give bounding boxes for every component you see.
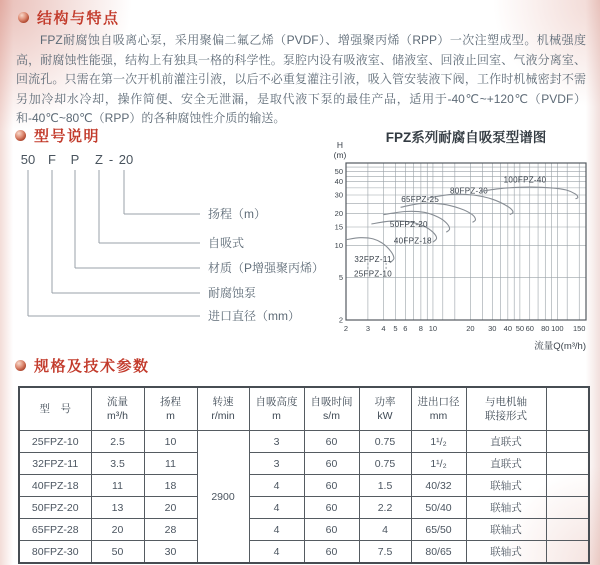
cell-head: 10 (144, 431, 197, 453)
curve-label: 50FPZ-20 (389, 220, 428, 230)
table-row (19, 475, 589, 497)
cell-power: 0.75 (359, 431, 411, 453)
cell-speed-shared: 2900 (197, 431, 249, 564)
model-code-part: F (48, 152, 56, 167)
cell-flow: 50 (91, 541, 144, 564)
x-tick-label: 20 (466, 324, 475, 333)
model-code-part: Z (95, 152, 103, 167)
curve-label: 32FPZ-11 (354, 254, 392, 264)
cell-suction-time: 60 (304, 519, 359, 541)
cell-coupling: 联轴式 (466, 497, 546, 519)
model-code-part: P (70, 152, 80, 167)
y-tick-label: 5 (338, 273, 343, 283)
y-tick-label: 20 (334, 209, 343, 219)
pump-spectrum-chart (326, 128, 598, 356)
cell-empty (546, 541, 589, 564)
model-code-part: - (108, 152, 114, 167)
cell-suction-height: 3 (249, 453, 304, 475)
y-tick-label: 40 (334, 177, 343, 187)
chart-plot-area (335, 163, 586, 333)
model-part-label: 自吸式 (208, 236, 245, 250)
y-tick-label: 2 (338, 315, 343, 325)
cell-coupling: 联轴式 (466, 519, 546, 541)
cell-suction-height: 3 (249, 431, 304, 453)
col-header-ports: 进出口径 mm (411, 387, 466, 431)
chart-ylabel: H (336, 140, 344, 150)
cell-flow: 20 (91, 519, 144, 541)
cell-suction-time: 60 (304, 497, 359, 519)
curve-label: 100FPZ-40 (503, 175, 547, 185)
col-header-flow: 流量 m³/h (91, 387, 144, 431)
model-code-diagram (14, 150, 326, 340)
model-part-label: 耐腐蚀泵 (208, 286, 257, 300)
col-header-empty (546, 387, 589, 431)
x-tick-label: 30 (488, 324, 497, 333)
specs-table-header (19, 387, 589, 431)
cell-power: 0.75 (359, 453, 411, 475)
x-tick-label: 50 (515, 324, 525, 333)
bullet-icon (15, 130, 26, 141)
cell-suction-height: 4 (249, 519, 304, 541)
cell-empty (546, 519, 589, 541)
curve-label: 25FPZ-10 (354, 269, 393, 279)
cell-ports: 50/40 (411, 497, 466, 519)
section-heading-model (15, 125, 100, 146)
x-tick-label: 10 (428, 324, 438, 333)
table-row (19, 541, 589, 564)
cell-suction-height: 4 (249, 475, 304, 497)
cell-power: 1.5 (359, 475, 411, 497)
cell-suction-height: 4 (249, 541, 304, 564)
cell-suction-height: 4 (249, 497, 304, 519)
cell-model: 50FPZ-20 (19, 497, 91, 519)
cell-coupling: 联轴式 (466, 475, 546, 497)
x-tick-label: 150 (572, 324, 586, 333)
y-tick-label: 15 (334, 222, 343, 232)
cell-suction-time: 60 (304, 431, 359, 453)
col-header-suction-height: 自吸高度 m (249, 387, 304, 431)
bullet-icon (15, 360, 26, 371)
table-row (19, 497, 589, 519)
cell-ports: 1¹/₂ (411, 431, 466, 453)
cell-suction-time: 60 (304, 541, 359, 564)
model-code-part: 20 (118, 152, 134, 167)
pump-curve (480, 187, 578, 199)
cell-power: 7.5 (359, 541, 411, 564)
cell-flow: 11 (91, 475, 144, 497)
col-header-model: 型 号 (19, 387, 91, 431)
features-paragraph: FPZ耐腐蚀自吸离心泵，采用聚偏二氟乙烯（PVDF）、增强聚丙烯（RPP）一次注塑成型。机械强度高，耐腐蚀性能强，结构上有独具一格的科学性。泵腔内设有吸液室、储液室、回液止回室、气液分离室、回流孔。只需在第一次开机前灌注引液，以后不必重复灌注引液，吸入管安装液下阀，工作时机械密封不需另加冷却水冷却，操作简便、安全无泄漏，是取代液下泵的最佳产品，适用于-40℃~+120℃（PVDF）和-40℃~80℃（RPP）的各种腐蚀性介质的输送。 (16, 33, 586, 125)
cell-empty (546, 431, 589, 453)
cell-head: 20 (144, 497, 197, 519)
cell-power: 4 (359, 519, 411, 541)
table-row (19, 519, 589, 541)
col-header-head: 扬程 m (144, 387, 197, 431)
x-tick-label: 5 (393, 324, 398, 333)
section-heading-features (18, 7, 120, 28)
cell-ports: 80/65 (411, 541, 466, 564)
cell-model: 65FPZ-28 (19, 519, 91, 541)
cell-coupling: 直联式 (466, 431, 546, 453)
y-tick-label: 50 (334, 166, 343, 176)
col-header-coupling: 与电机轴 联接形式 (466, 387, 546, 431)
col-header-power: 功率 kW (359, 387, 411, 431)
cell-suction-time: 60 (304, 453, 359, 475)
x-tick-label: 6 (403, 324, 408, 333)
cell-head: 18 (144, 475, 197, 497)
col-header-speed: 转速 r/min (197, 387, 249, 431)
x-tick-label: 100 (551, 324, 564, 333)
cell-empty (546, 475, 589, 497)
cell-flow: 3.5 (91, 453, 144, 475)
cell-head: 11 (144, 453, 197, 475)
cell-flow: 2.5 (91, 431, 144, 453)
chart-ylabel: (m) (333, 150, 347, 160)
x-tick-label: 4 (381, 324, 386, 333)
cell-model: 25FPZ-10 (19, 431, 91, 453)
section-title-specs: 规格及技术参数 (34, 358, 150, 375)
curve-label: 65FPZ-25 (401, 195, 440, 205)
section-heading-specs (15, 355, 150, 376)
model-part-label: 进口直径（mm） (208, 309, 300, 323)
cell-power: 2.2 (359, 497, 411, 519)
x-tick-label: 3 (365, 324, 370, 333)
model-part-label: 扬程（m） (208, 207, 266, 221)
cell-ports: 40/32 (411, 475, 466, 497)
table-row (19, 453, 589, 475)
cell-coupling: 联轴式 (466, 541, 546, 564)
col-header-suction-time: 自吸时间 s/m (304, 387, 359, 431)
x-tick-label: 60 (525, 324, 534, 333)
cell-model: 40FPZ-18 (19, 475, 91, 497)
specs-table-body (19, 431, 589, 564)
cell-ports: 65/50 (411, 519, 466, 541)
cell-model: 32FPZ-11 (19, 453, 91, 475)
section-title-features: 结构与特点 (37, 10, 120, 27)
cell-ports: 1¹/₂ (411, 453, 466, 475)
curve-label: 80FPZ-30 (450, 186, 489, 196)
bullet-icon (18, 12, 29, 23)
specs-table (18, 386, 590, 564)
cell-empty (546, 453, 589, 475)
x-tick-label: 80 (541, 324, 550, 333)
cell-head: 30 (144, 541, 197, 564)
x-tick-label: 8 (418, 324, 423, 333)
chart-title: FPZ系列耐腐自吸泵型谱图 (385, 130, 547, 145)
curve-label: 40FPZ-18 (393, 236, 432, 246)
cell-empty (546, 497, 589, 519)
x-tick-label: 2 (343, 324, 349, 333)
cell-coupling: 直联式 (466, 453, 546, 475)
model-code-part: 50 (20, 152, 36, 167)
cell-suction-time: 60 (304, 475, 359, 497)
x-tick-label: 40 (503, 324, 513, 333)
cell-flow: 13 (91, 497, 144, 519)
cell-head: 28 (144, 519, 197, 541)
chart-xlabel: 流量Q(m³/h) (534, 341, 586, 352)
y-tick-label: 10 (334, 241, 343, 251)
model-part-label: 材质（P增强聚丙烯） (208, 261, 325, 275)
y-tick-label: 30 (334, 190, 343, 200)
cell-model: 80FPZ-30 (19, 541, 91, 564)
section-title-model: 型号说明 (34, 128, 101, 145)
table-row (19, 431, 589, 453)
